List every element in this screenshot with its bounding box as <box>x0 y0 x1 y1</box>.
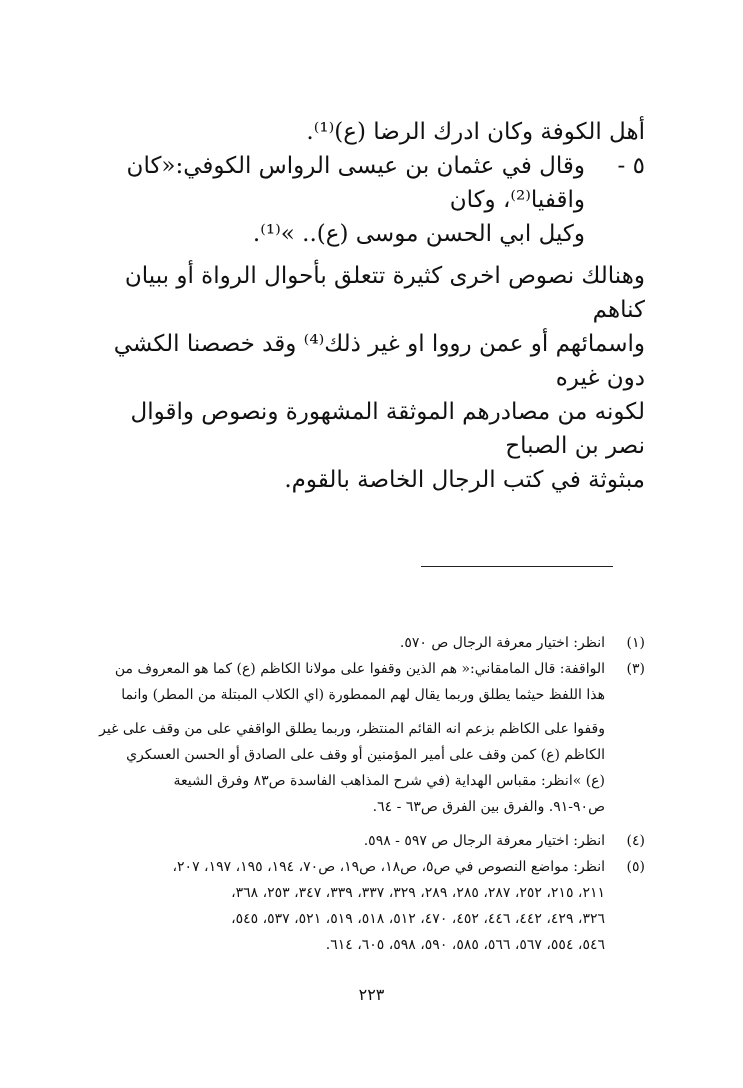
text-line: وكيل ابي الحسن موسى (ع).. »⁽¹⁾. <box>252 221 585 247</box>
footnote-1 <box>90 630 645 656</box>
footnote-line: ٥٤٦، ٥٥٤، ٥٦٧، ٥٦٦، ٥٨٥، ٥٩٠، ٥٩٨، ٦٠٥، ٦١٤. <box>325 937 605 953</box>
text-line: لكونه من مصادرهم الموثقة المشهورة ونصوص واقوال نصر بن الصباح <box>130 399 645 459</box>
text-line: أهل الكوفة وكان ادرك الرضا (ع)⁽¹⁾. <box>306 119 645 145</box>
footnote-number: (٥) <box>626 859 645 875</box>
footnote-line: ص٩٠-٩١. والفرق بين الفرق ص٦٣ - ٦٤. <box>372 799 605 815</box>
footnote-4 <box>90 828 645 854</box>
footnote-line: ٣٢٦، ٤٢٩، ٤٤٢، ٤٤٦، ٤٥٢، ٤٧٠، ٥١٢، ٥١٨، ٥١٩، ٥٢١، ٥٣٧، ٥٤٥، <box>231 911 605 927</box>
footnote-number: (٣) <box>626 661 645 677</box>
main-text <box>90 115 645 497</box>
footnote-line: الواقفة: قال المامقاني:« هم الذين وقفوا على مولانا الكاظم (ع) كما هو المعروف من <box>114 661 605 677</box>
text-line: وهنالك نصوص اخرى كثيرة تتعلق بأحوال الرواة أو ببيان كناهم <box>124 263 645 323</box>
paragraph <box>90 259 645 497</box>
footnotes <box>90 630 645 958</box>
footnote-text: انظر: اختيار معرفة الرجال ص ٥٧٠. <box>399 635 605 651</box>
footnote-separator <box>421 566 613 567</box>
footnote-text: انظر: اختيار معرفة الرجال ص ٥٩٧ - ٥٩٨. <box>363 833 605 849</box>
footnote-line: هذا اللفظ حيثما يطلق وربما يقال لهم الممطورة (اي الكلاب المبتلة من المطر) وانما <box>121 687 605 703</box>
footnote-3 <box>90 656 645 820</box>
page-number: ٢٢٣ <box>358 985 385 1004</box>
text-line: مبثوثة في كتب الرجال الخاصة بالقوم. <box>284 467 645 493</box>
footnote-5 <box>90 854 645 958</box>
footnote-line: الكاظم (ع) كمن وقف على أمير المؤمنين أو وقف على الصادق أو الحسن العسكري <box>126 747 605 763</box>
numbered-item-5 <box>90 149 645 251</box>
text-line: وقال في عثمان بن عيسى الرواس الكوفي:«كان واقفيا⁽²⁾، وكان <box>126 153 585 213</box>
footnote-line: ٢١١، ٢١٥، ٢٥٢، ٢٨٧، ٢٨٥، ٢٨٩، ٣٢٩، ٣٣٧، ٣٣٩، ٣٤٧، ٢٥٣، ٣٦٨، <box>231 885 605 901</box>
footnote-line: وقفوا على الكاظم بزعم انه القائم المنتظر، وربما يطلق الواقفي على من وقف على غير <box>99 721 605 737</box>
footnote-number: (١) <box>626 635 645 651</box>
footnote-number: (٤) <box>626 833 645 849</box>
item-number: ٥ - <box>617 153 645 179</box>
text-line: واسمائهم أو عمن رووا او غير ذلك⁽⁴⁾ وقد خصصنا الكشي دون غيره <box>113 331 645 391</box>
footnote-line: انظر: مواضع النصوص في ص٥، ص١٨، ص١٩، ص٧٠، ١٩٤، ١٩٥، ١٩٧، ٢٠٧، <box>172 859 605 875</box>
footnote-line: (ع) »انظر: مقباس الهداية (في شرح المذاهب الفاسدة ص٨٣ وفرق الشيعة <box>173 773 605 789</box>
